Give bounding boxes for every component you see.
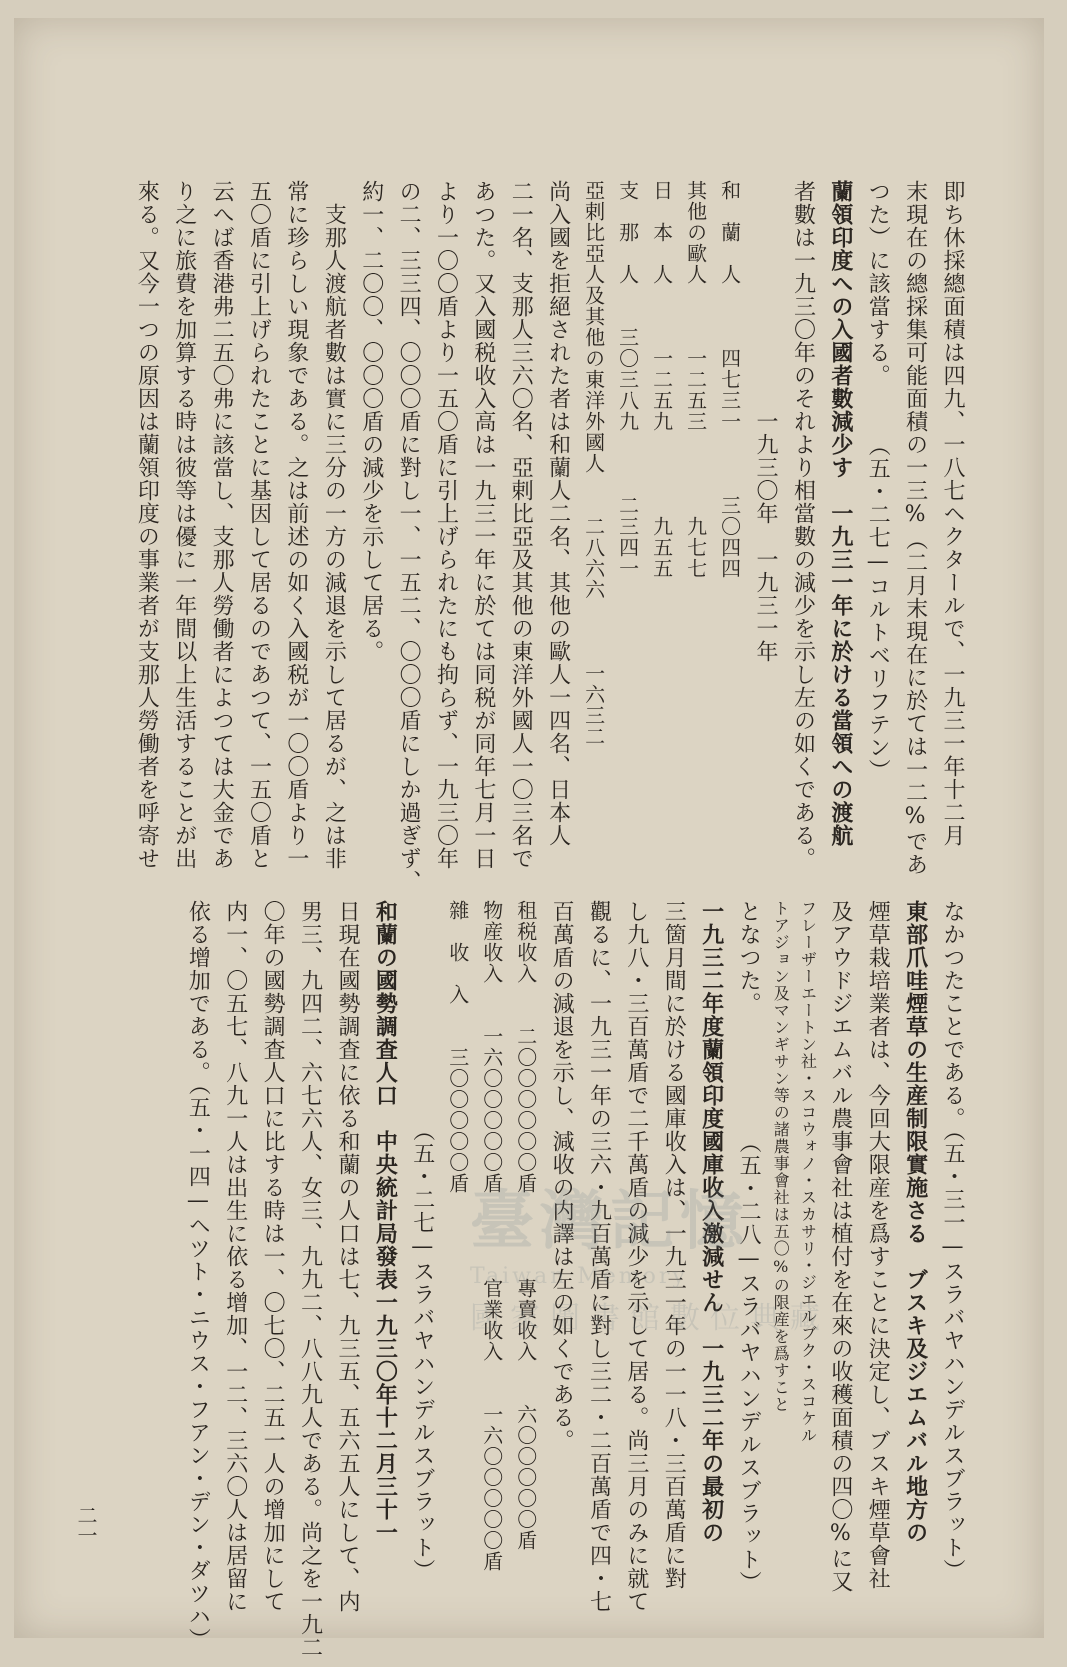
text-column: 即ち休採總面積は四九、一八七ヘクタールで、一九三一年十二月 xyxy=(940,180,965,847)
upper-text-block xyxy=(128,180,971,893)
text-column: 蘭領印度への入國者數減少す 一九三一年に於ける當領への渡航 xyxy=(827,180,854,847)
text-column: 二一名、支那人三六〇名、亞剌比亞及其他の東洋外國人一〇三名で xyxy=(508,180,534,870)
watermark-title: 臺灣記憶 xyxy=(470,1184,750,1259)
text-column: あつた。又入國税收入高は一九三一年に於ては同税が同年七月一日 xyxy=(470,180,496,870)
text-column: 依る增加である。（五・一四—ヘツト・ニウス・フアン・デン・ダツハ） xyxy=(185,900,211,1651)
text-column: 五〇盾に引上げられたことに基因して居るのであつて、一五〇盾と xyxy=(246,180,272,870)
table-column: 雜 收 入 三〇〇〇〇〇盾 xyxy=(445,900,470,1194)
text-column: 内一、〇五七、八九一人は出生に依る增加、一二、三六〇人は居留に xyxy=(222,900,248,1613)
text-column: 〇年の國勢調査人口に比する時は一、〇七〇、二五一人の增加にして xyxy=(260,900,286,1613)
text-column: 及アウドジエムバル農事會社は植付を在來の收穫面積の四〇%に又 xyxy=(827,900,853,1593)
text-column: 煙草栽培業者は、今回大限産を爲すことに決定し、ブスキ煙草會社 xyxy=(865,900,891,1590)
table-column: 亞剌比亞人及其他の東洋外國人 二八六六 一六三二 xyxy=(581,180,606,747)
text-column: トアジョン及マンギサン等の諸農事會社は五〇%の限産を爲すこと xyxy=(771,900,791,1413)
text-column: 常に珍らしい現象である。之は前述の如く入國税が一〇〇盾より一 xyxy=(283,180,309,870)
text-column: 男三、九四二、六七六人、女三、九九二、八八九人である。尚之を一九二 xyxy=(297,900,323,1659)
text-column: （五・二七—スラバヤハンデルスブラット） xyxy=(409,900,435,1582)
watermark-subtitle: 國家圖書館數位典藏 xyxy=(470,1301,830,1336)
text-column: 來る。又今一つの原因は蘭領印度の事業者が支那人勞働者を呼寄せ xyxy=(134,180,160,870)
text-column: 東部爪哇煙草の生産制限實施さる ブスキ及ジエムバル地方の xyxy=(902,900,929,1544)
text-column: 和蘭の國勢調査人口 中央統計局發表一九三〇年十二月三十一 xyxy=(372,900,399,1544)
text-column: つた）に該當する。 （五・二七—コルトベリフテン） xyxy=(865,180,891,782)
text-column: し九八・三百萬盾で二千萬盾の減少を示して居る。尚三月のみに就て xyxy=(623,900,649,1613)
text-column: 百萬盾の減退を示し、減收の内譯は左の如くである。 xyxy=(549,900,575,1452)
table-column: 租税收入 二〇〇〇〇〇〇盾 專賣收入 六〇〇〇〇〇盾 xyxy=(513,900,538,1551)
text-column: 三箇月間に於ける國庫收入は、一九三一年の一一八・三百萬盾に對 xyxy=(661,900,687,1590)
text-column: 約一、二〇〇、〇〇〇盾の減少を示して居る。 xyxy=(358,180,384,663)
table-column: 其他の歐人 一二五三 九七七 xyxy=(683,180,708,579)
text-column: の二、三三四、〇〇〇盾に對し一、一五二、〇〇〇盾にしか過ぎず、 xyxy=(396,180,422,893)
text-column: 觀るに、一九三一年の三六・九百萬盾に對し三二・二百萬盾で四・七 xyxy=(586,900,612,1613)
text-column: 一九三二年度蘭領印度國庫收入激減せん 一九三二年の最初の xyxy=(698,900,725,1544)
page-number: 二一 xyxy=(74,1505,98,1545)
text-column: 支那人渡航者數は實に三分の一方の減退を示して居るが、之は非 xyxy=(321,180,347,870)
text-column: 尚入國を拒絕された者は和蘭人二名、其他の歐人一四名、日本人 xyxy=(545,180,571,847)
text-column: フレーザーエートン社・スコウォノ・スカサリ・ジエルブク・スコケル xyxy=(798,900,818,1444)
library-watermark xyxy=(470,1170,890,1336)
text-column: 者數は一九三〇年のそれより相當數の減少を示し左の如くである。 xyxy=(790,180,816,870)
text-column: より一〇〇盾より一五〇盾に引上げられたにも拘らず、一九三〇年 xyxy=(433,180,459,870)
text-column: なかつたことである。（五・三一—スラバヤハンデルスブラット） xyxy=(940,900,965,1582)
table-column: 物産收入 一六〇〇〇〇〇盾 官業收入 一六〇〇〇〇〇盾 xyxy=(479,900,504,1572)
text-column: となつた。 （五・二八—スラバヤハンデルスブラット） xyxy=(736,900,762,1594)
text-column: 一九三〇年 一九三一年 xyxy=(753,180,779,663)
text-column: り之に旅費を加算する時は彼等は優に一年間以上生活することが出 xyxy=(171,180,197,870)
table-column: 支 那 人 三〇三八九 二三四一 xyxy=(615,180,640,579)
table-column: 日 本 人 一二五九 九五五 xyxy=(649,180,674,579)
text-column: 云へば香港弗二五〇弗に該當し、支那人勞働者によつては大金であ xyxy=(209,180,235,870)
table-column: 和 蘭 人 四七三一 三〇四四 xyxy=(717,180,742,579)
text-column: 末現在の總採集可能面積の一三%（二月末現在に於ては一二%であ xyxy=(902,180,928,876)
watermark-english: Taiwan Memory xyxy=(470,1264,688,1289)
text-column: 日現在國勢調査に依る和蘭の人口は七、九三五、五六五人にして、内 xyxy=(334,900,360,1613)
